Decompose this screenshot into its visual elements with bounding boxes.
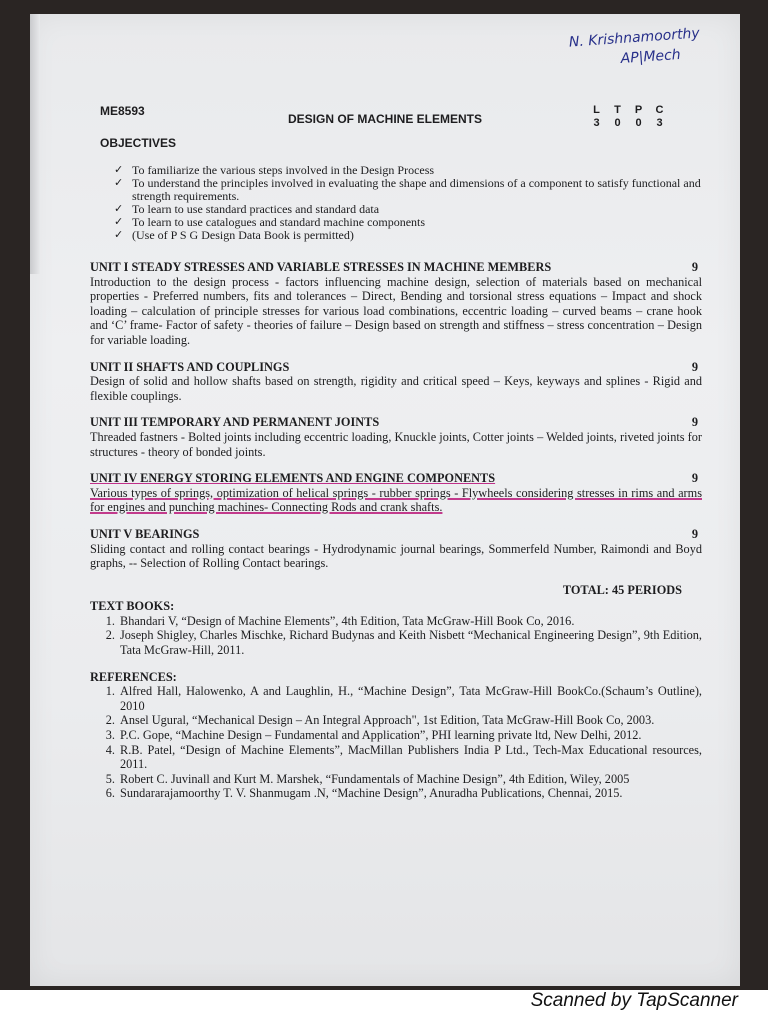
textbook-item: 1. Bhandari V, “Design of Machine Elements”, 4th Edition, Tata McGraw-Hill Book Co, 2016. (118, 614, 702, 629)
reference-item: 1. Alfred Hall, Halowenko, A and Laughlin, H., “Machine Design”, Tata McGraw-Hill BookCo.(Schaum’s Outline), 2010 (118, 684, 702, 713)
objectives-list (114, 164, 704, 242)
unit-heading (90, 360, 702, 375)
unit-2 (90, 360, 702, 404)
handwritten-designation: AP|Mech (620, 46, 682, 68)
reference-item: 6. Sundararajamoorthy T. V. Shanmugam .N, “Machine Design”, Anuradha Publications, Chennai, 2015. (118, 786, 702, 801)
unit-title: UNIT IV ENERGY STORING ELEMENTS AND ENGINE COMPONENTS (90, 471, 496, 486)
unit-5 (90, 527, 702, 571)
ltpc-label-t: T (614, 104, 621, 116)
unit-body-highlighted: Various types of springs, optimization of helical springs - rubber springs - Flywheels considering stresses in rims and arms for engines and punching machines- Connecting Rods and crank shafts. (90, 485, 702, 515)
unit-title: UNIT V BEARINGS (90, 526, 200, 541)
reference-item: 2. Ansel Ugural, “Mechanical Design – An Integral Approach", 1st Edition, Tata McGraw-Hill Book Co, 2003. (118, 713, 702, 728)
checkmark-icon: ✓ (114, 228, 124, 241)
objective-text: To understand the principles involved in evaluating the shape and dimensions of a component to satisfy functional and strength requirements. (132, 176, 701, 203)
scanner-watermark: Scanned by TapScanner (530, 990, 738, 1011)
unit-heading (90, 260, 702, 275)
course-code: ME8593 (100, 104, 145, 118)
references-heading: REFERENCES: (90, 669, 177, 684)
unit-title: UNIT III TEMPORARY AND PERMANENT JOINTS (90, 415, 380, 430)
syllabus-content (90, 260, 702, 813)
unit-heading (90, 415, 702, 430)
ltpc-value-l: 3 (593, 117, 600, 129)
ltpc-value-c: 3 (656, 117, 663, 129)
objective-text: To familiarize the various steps involved in the Design Process (132, 163, 435, 177)
handwritten-note (534, 21, 736, 75)
checkmark-icon: ✓ (114, 176, 124, 189)
unit-body: Sliding contact and rolling contact bearings - Hydrodynamic journal bearings, Sommerfeld Number, Raimondi and Boyd graphs, -- Selection of Rolling Contact bearings. (90, 541, 702, 571)
objective-item (114, 177, 704, 203)
references-list (90, 684, 702, 801)
handwritten-name: N. Krishnamoorthy (568, 25, 701, 51)
checkmark-icon: ✓ (114, 215, 124, 228)
checkmark-icon: ✓ (114, 163, 124, 176)
unit-hours: 9 (691, 359, 698, 374)
unit-body: Introduction to the design process - factors influencing machine design, selection of materials based on mechanical properties - Preferred numbers, fits and tolerances – Direct, Bending and torsional stress equations – Impact and shock loading – calculation of principle stresses for various load combinations, eccentric loading – curved beams – crane hook and ‘C’ frame- Factor of safety - theories of failure – Design based on strength and stiffness – stress concentration – Design for variable loading. (90, 274, 702, 347)
objective-text: To learn to use standard practices and standard data (132, 202, 380, 216)
syllabus-page (30, 14, 740, 986)
objective-item (114, 229, 704, 242)
reference-item: 5. Robert C. Juvinall and Kurt M. Marshek, “Fundamentals of Machine Design”, 4th Edition, Wiley, 2005 (118, 772, 702, 787)
objectives-heading: OBJECTIVES (100, 136, 177, 150)
ltpc-label-p: P (634, 104, 643, 116)
unit-title: UNIT II SHAFTS AND COUPLINGS (90, 359, 290, 374)
unit-heading (90, 527, 702, 542)
unit-hours: 9 (691, 260, 698, 274)
ltpc-credits (586, 104, 670, 130)
course-title: DESIGN OF MACHINE ELEMENTS (288, 112, 483, 126)
textbook-item: 2. Joseph Shigley, Charles Mischke, Richard Budynas and Keith Nisbett “Mechanical Engineering Design”, 9th Edition, Tata McGraw-Hill, 2011. (118, 628, 702, 657)
ltpc-label-c: C (655, 104, 664, 116)
textbooks-heading: TEXT BOOKS: (90, 599, 175, 614)
unit-heading (90, 471, 702, 486)
ltpc-label-l: L (593, 104, 600, 116)
unit-hours: 9 (691, 526, 698, 541)
ltpc-value-t: 0 (614, 117, 621, 129)
unit-body: Threaded fastners - Bolted joints including eccentric loading, Knuckle joints, Cotter joints – Welded joints, riveted joints for structures - theory of bonded joints. (90, 429, 702, 459)
unit-1 (90, 260, 702, 348)
unit-hours: 9 (691, 471, 698, 486)
textbooks-list (90, 614, 702, 658)
unit-4 (90, 471, 702, 515)
unit-3 (90, 415, 702, 459)
objective-text: (Use of P S G Design Data Book is permitted) (132, 228, 354, 242)
page-fold-shadow (30, 14, 40, 274)
unit-body: Design of solid and hollow shafts based on strength, rigidity and critical speed – Keys, keyways and splines - Rigid and flexible couplings. (90, 374, 702, 403)
unit-hours: 9 (691, 415, 698, 430)
unit-title: UNIT I STEADY STRESSES AND VARIABLE STRESSES IN MACHINE MEMBERS (90, 260, 552, 274)
total-periods: TOTAL: 45 PERIODS (562, 582, 682, 597)
reference-item: 3. P.C. Gope, “Machine Design – Fundamental and Application”, PHI learning private ltd, New Delhi, 2012. (118, 728, 702, 743)
checkmark-icon: ✓ (114, 202, 124, 215)
reference-item: 4. R.B. Patel, “Design of Machine Elements”, MacMillan Publishers India P Ltd., Tech-Max Educational resources, 2011. (118, 743, 702, 772)
ltpc-value-p: 0 (635, 117, 642, 129)
objective-text: To learn to use catalogues and standard machine components (132, 215, 426, 229)
